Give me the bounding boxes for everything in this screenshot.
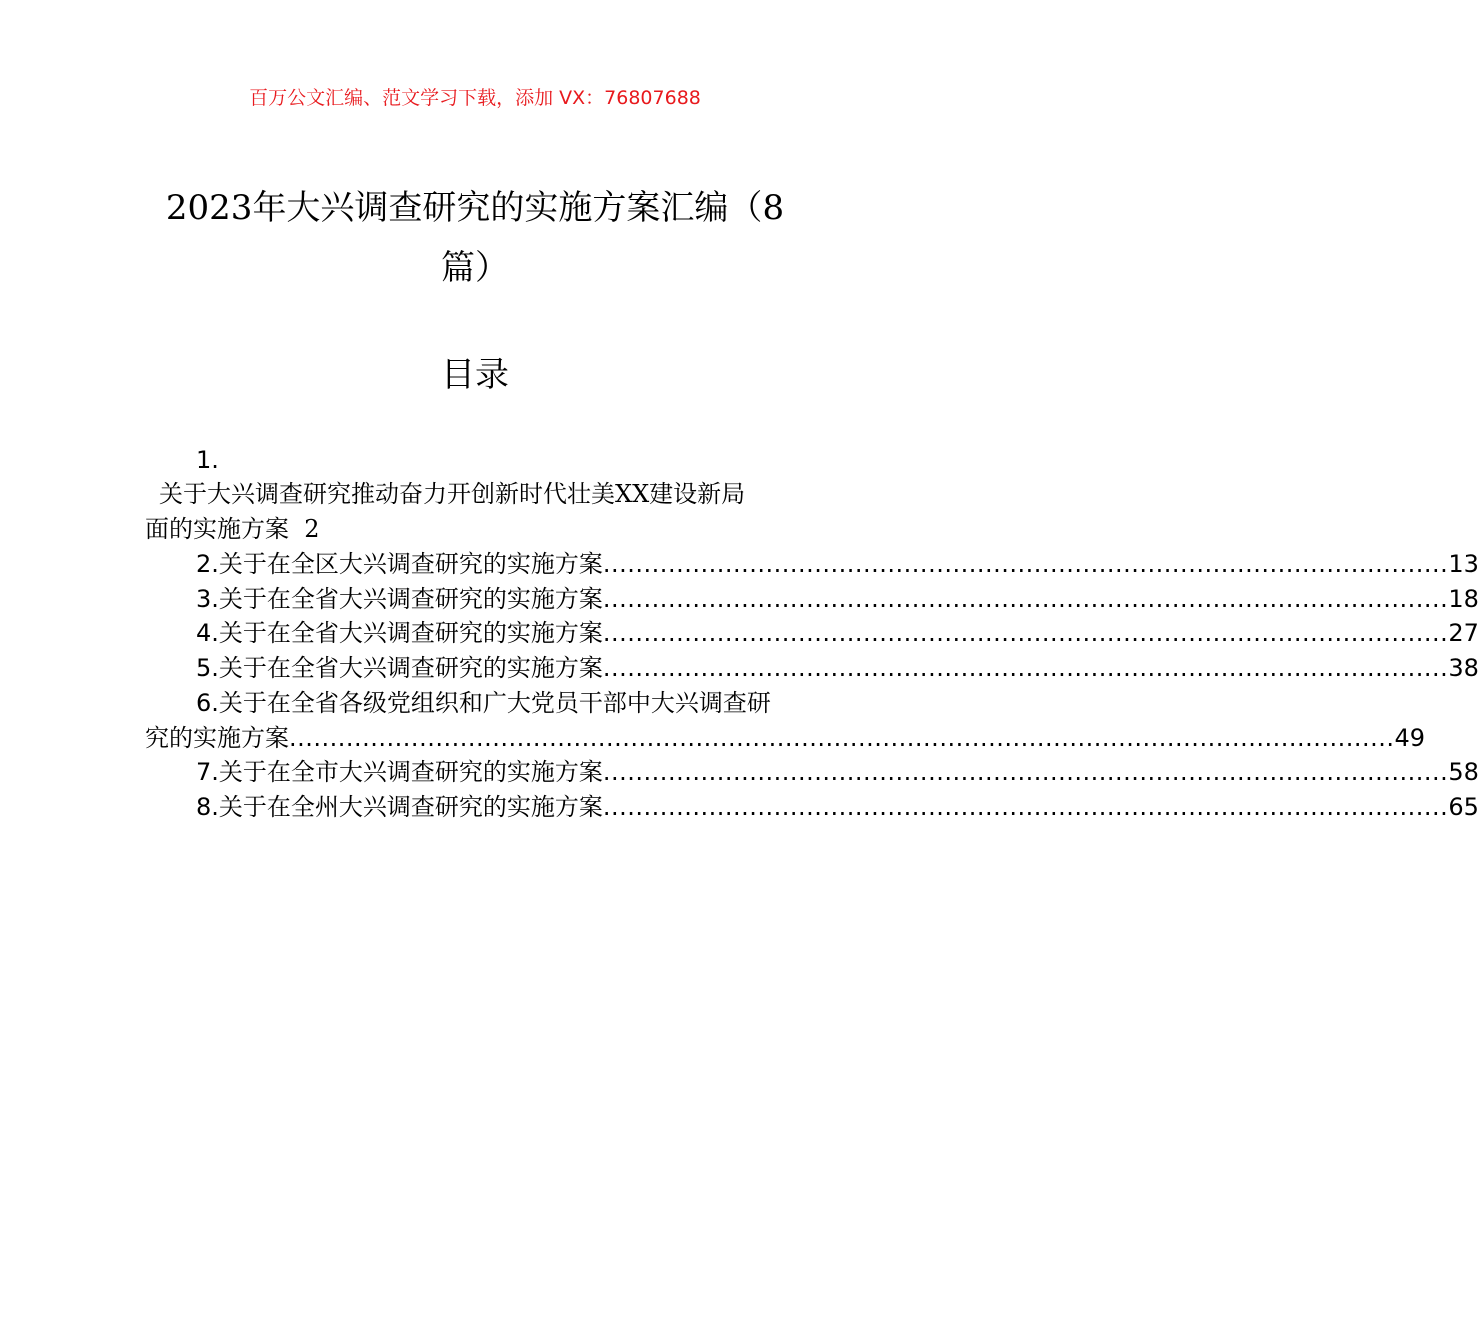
toc-entry-page: 65 xyxy=(1448,792,1479,821)
toc-entry-title xyxy=(145,477,805,512)
toc-entry-title-part: 究的实施方案 xyxy=(145,723,289,752)
toc-entry-title: 4.关于在全省大兴调查研究的实施方案 xyxy=(196,619,603,648)
toc-entry-1[interactable] xyxy=(145,440,805,547)
toc-entry-5[interactable] xyxy=(145,651,1479,686)
title-year: 2023 xyxy=(165,188,253,228)
toc-leader-dots: ........................................................................................................ xyxy=(602,792,1449,821)
toc-entry-page: 49 xyxy=(1394,723,1426,752)
toc-entry-2[interactable] xyxy=(145,547,1479,582)
toc-entry-3[interactable] xyxy=(145,582,1479,617)
toc-entry-title: 3.关于在全省大兴调查研究的实施方案 xyxy=(196,584,603,613)
toc-leader-dots: ........................................................................................................ xyxy=(602,619,1449,648)
header-banner: 百万公文汇编、范文学习下载，添加 VX：76807688 xyxy=(249,87,701,109)
toc-leader-dots: ........................................................................................................ xyxy=(602,550,1449,578)
title-count: 8 xyxy=(762,188,785,228)
toc-entry-title: 2.关于在全区大兴调查研究的实施方案 xyxy=(196,550,603,578)
title-text-part1: 年大兴调查研究的实施方案汇编（ xyxy=(252,188,763,228)
toc-entry-page: 58 xyxy=(1448,758,1479,787)
document-title xyxy=(145,178,805,298)
toc-entry-page: 13 xyxy=(1448,550,1479,578)
toc-entry-8[interactable] xyxy=(145,790,1479,825)
toc-entry-title-cont xyxy=(145,721,1426,756)
toc-entry-title-part: 关于大兴调查研究推动奋力开创新时代壮美 xyxy=(159,480,615,508)
toc-entry-title: 6.关于在全省各级党组织和广大党员干部中大兴调查研 xyxy=(196,688,771,717)
toc-entry-page: 2 xyxy=(304,515,320,543)
toc-leader-dots: ........................................................................................................................................ xyxy=(289,723,1395,752)
toc-entry-7[interactable] xyxy=(145,755,1479,790)
table-of-contents xyxy=(145,440,1479,825)
toc-entry-title-part: 建设新局 xyxy=(649,480,746,508)
toc-entry-title-cont xyxy=(145,512,805,547)
toc-entry-title: 8.关于在全州大兴调查研究的实施方案 xyxy=(196,792,603,821)
toc-entry-number: 1. xyxy=(196,446,219,474)
toc-leader-dots: ........................................................................................................ xyxy=(602,758,1449,787)
toc-entry-page: 27 xyxy=(1448,619,1479,648)
toc-entry-6[interactable] xyxy=(145,686,1426,755)
toc-leader-dots: ........................................................................................................ xyxy=(602,584,1449,613)
toc-leader-dots: ........................................................................................................ xyxy=(602,654,1449,683)
toc-entry-page: 18 xyxy=(1448,584,1479,613)
toc-entry-4[interactable] xyxy=(145,616,1479,651)
title-text-part2: 篇） xyxy=(441,248,509,288)
toc-entry-title-part: XX xyxy=(615,480,650,508)
toc-entry-page: 38 xyxy=(1448,654,1479,683)
toc-entry-title: 7.关于在全市大兴调查研究的实施方案 xyxy=(196,758,603,787)
toc-entry-title-part: 面的实施方案 xyxy=(145,515,289,543)
toc-entry-title: 5.关于在全省大兴调查研究的实施方案 xyxy=(196,654,603,683)
toc-heading: 目录 xyxy=(441,355,509,395)
